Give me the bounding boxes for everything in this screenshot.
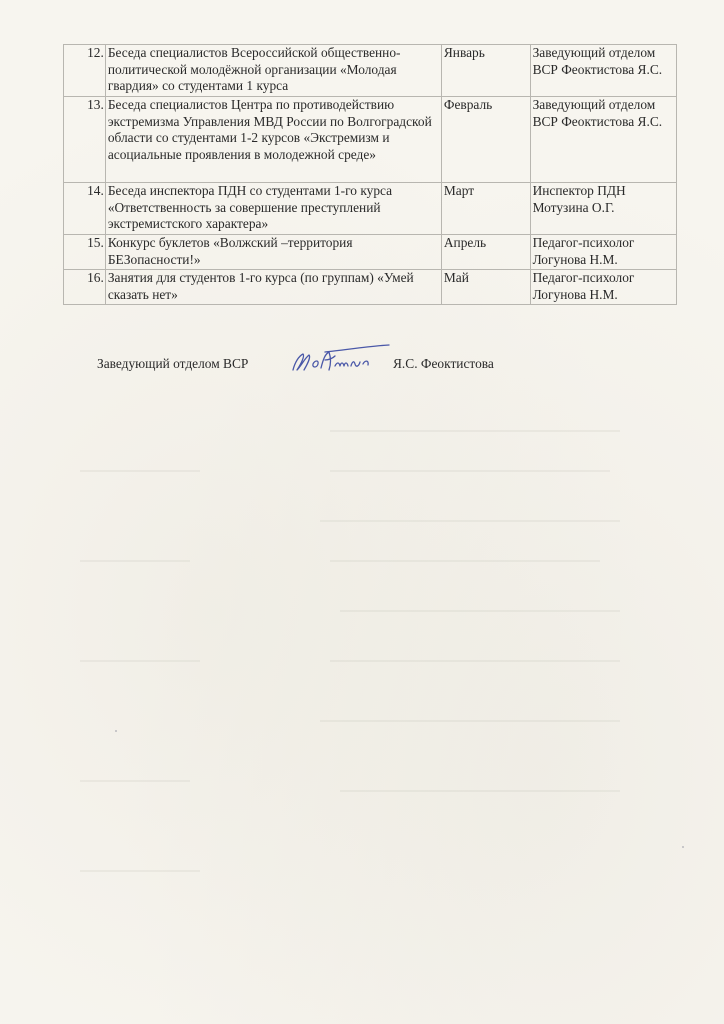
event-month: Февраль (441, 97, 530, 183)
show-through-line (80, 470, 200, 472)
handwritten-signature-icon (285, 340, 395, 380)
show-through-line (80, 870, 200, 872)
show-through-line (80, 560, 190, 562)
table-row (64, 183, 677, 235)
row-number: 13. (64, 97, 106, 183)
table-row (64, 97, 677, 183)
show-through-line (330, 560, 600, 562)
event-month: Март (441, 183, 530, 235)
event-description: Беседа специалистов Всероссийской общественно-политической молодёжной организации «Молодая гвардия» со студентами 1 курса (105, 45, 441, 97)
event-month: Май (441, 270, 530, 305)
event-month: Январь (441, 45, 530, 97)
show-through-line (340, 790, 620, 792)
event-description: Занятия для студентов 1-го курса (по группам) «Умей сказать нет» (105, 270, 441, 305)
show-through-line (80, 660, 200, 662)
event-description: Беседа специалистов Центра по противодействию экстремизма Управления МВД России по Волгоградской области со студентами 1-2 курсов «Экстремизм и асоциальные проявления в молодежной среде» (105, 97, 441, 183)
show-through-line (320, 720, 620, 722)
table-row (64, 270, 677, 305)
show-through-line (330, 470, 610, 472)
event-description: Беседа инспектора ПДН со студентами 1-го курса «Ответственность за совершение преступлений экстремистского характера» (105, 183, 441, 235)
show-through-line (80, 780, 190, 782)
row-number: 16. (64, 270, 106, 305)
show-through-line (340, 610, 620, 612)
event-month: Апрель (441, 235, 530, 270)
event-description: Конкурс буклетов «Волжский –территория БЕЗопасности!» (105, 235, 441, 270)
signatory-title: Заведующий отделом ВСР (97, 356, 249, 371)
table-row (64, 45, 677, 97)
show-through-line (330, 660, 620, 662)
event-responsible: Педагог-психолог Логунова Н.М. (530, 270, 676, 305)
show-through-line (330, 430, 620, 432)
events-table (63, 44, 677, 305)
event-responsible: Заведующий отделом ВСР Феоктистова Я.С. (530, 45, 676, 97)
row-number: 15. (64, 235, 106, 270)
show-through-line (320, 520, 620, 522)
row-number: 14. (64, 183, 106, 235)
event-responsible: Заведующий отделом ВСР Феоктистова Я.С. (530, 97, 676, 183)
scan-speck (115, 730, 117, 732)
event-responsible: Инспектор ПДН Мотузина О.Г. (530, 183, 676, 235)
row-number: 12. (64, 45, 106, 97)
signature-block (97, 352, 517, 382)
signatory-name: Я.С. Феоктистова (393, 356, 494, 371)
scan-speck (682, 846, 684, 848)
table-row (64, 235, 677, 270)
event-responsible: Педагог-психолог Логунова Н.М. (530, 235, 676, 270)
